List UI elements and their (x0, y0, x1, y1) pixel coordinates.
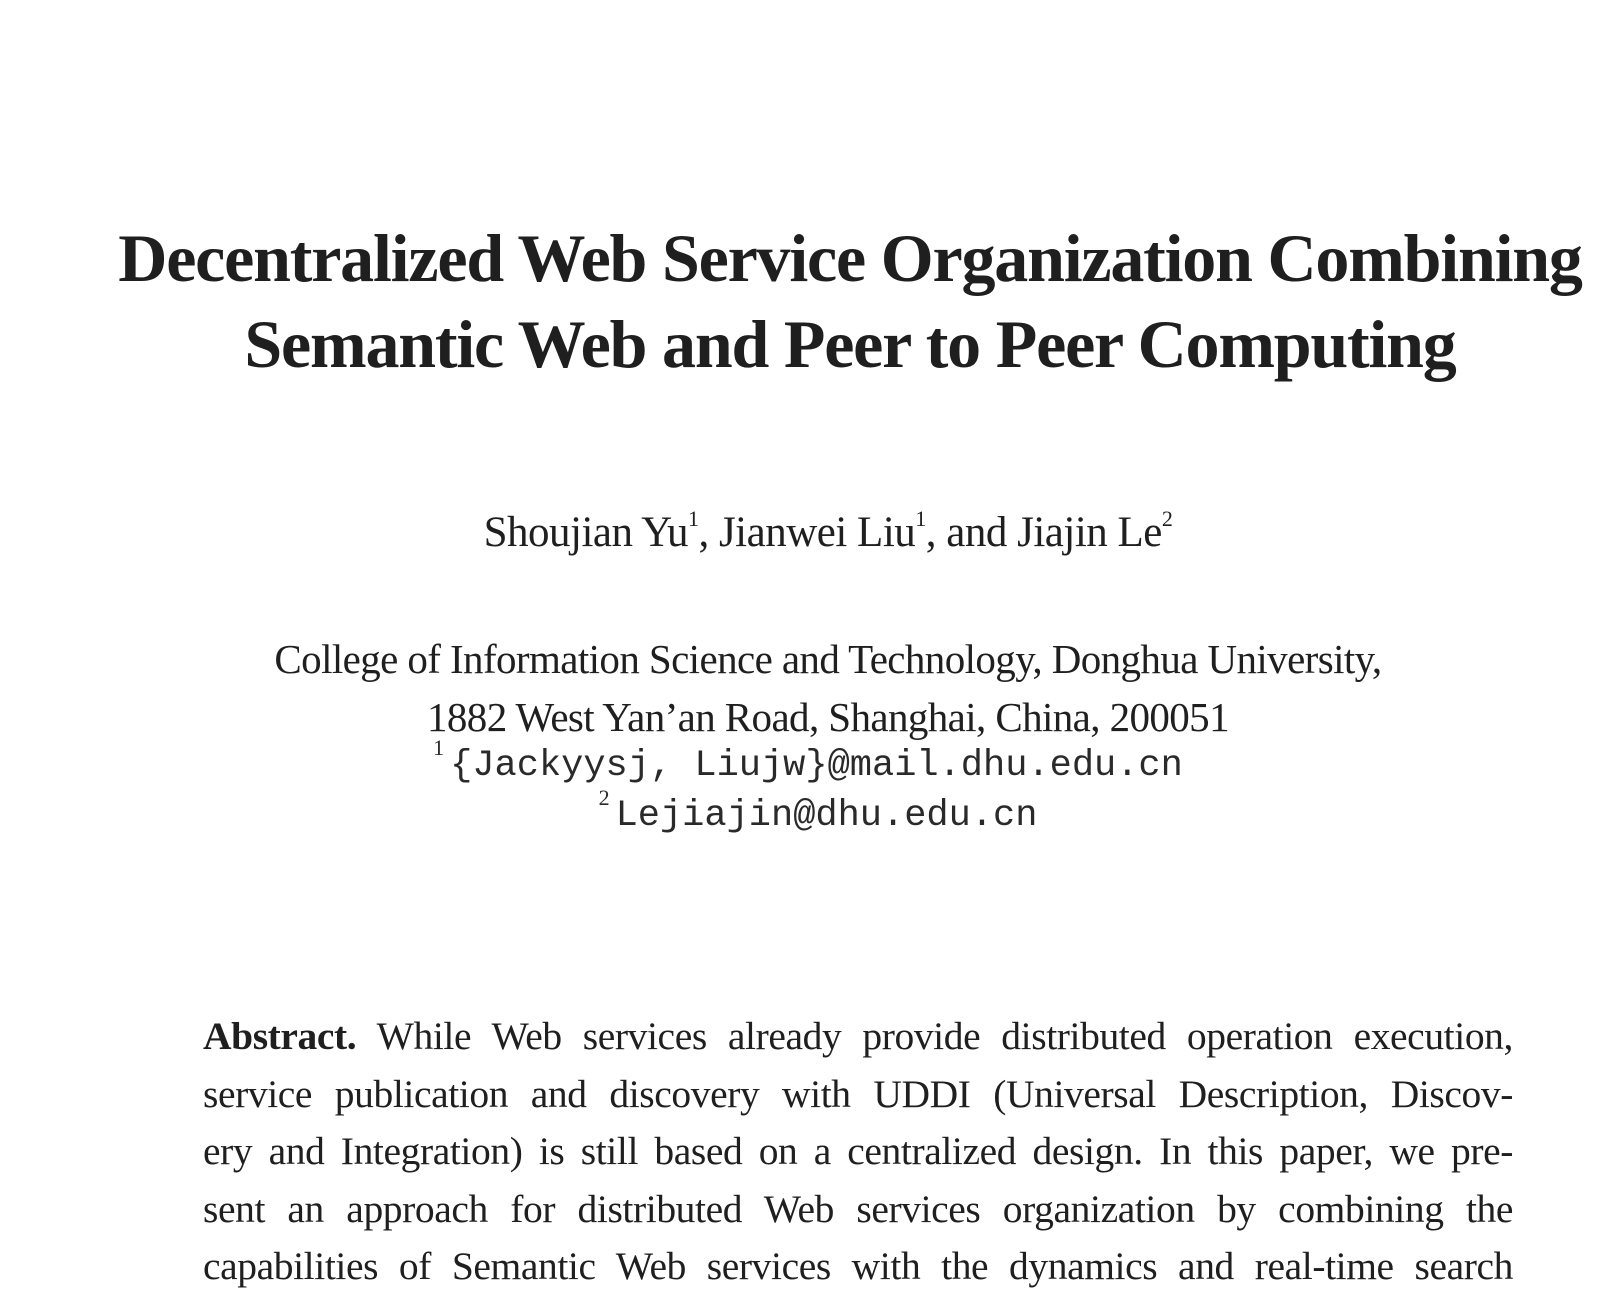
author-list (0, 505, 1616, 561)
affiliation-line-1: College of Information Science and Technology, Donghua University, (274, 636, 1382, 682)
paper-title (80, 215, 1616, 387)
email-affiliation-mark: 2 (598, 785, 610, 810)
email-line-1 (0, 735, 1616, 789)
author-affiliation-mark: 2 (1161, 506, 1173, 531)
author-name: Jiajin Le (1017, 509, 1162, 556)
abstract-text: While Web services already provide distributed operation execution, (356, 1014, 1513, 1058)
email-line-2 (0, 785, 1616, 839)
author-separator: , (698, 509, 719, 556)
abstract-line (203, 1008, 1513, 1066)
email-address: Lejiajin@dhu.edu.cn (615, 795, 1038, 837)
author-name: Jianwei Liu (718, 509, 916, 556)
abstract-line: service publication and discovery with UDDI (Universal Description, Discov- (203, 1071, 1513, 1116)
email-address: {Jackyysj, Liujw}@mail.dhu.edu.cn (450, 745, 1183, 787)
author-affiliation-mark: 1 (687, 506, 699, 531)
title-line-2: Semantic Web and Peer to Peer Computing (244, 306, 1456, 382)
affiliation (0, 630, 1616, 746)
email-affiliation-mark: 1 (433, 735, 445, 760)
author-separator: , and (925, 509, 1018, 556)
title-line-1: Decentralized Web Service Organization Combining (118, 220, 1582, 296)
author-affiliation-mark: 1 (915, 506, 926, 531)
affiliation-line-2: 1882 West Yan’an Road, Shanghai, China, 200051 (427, 694, 1229, 740)
abstract (203, 1008, 1513, 1295)
abstract-label: Abstract. (203, 1014, 357, 1058)
abstract-line: ery and Integration) is still based on a centralized design. In this paper, we pre- (203, 1129, 1513, 1173)
abstract-line: capabilities of Semantic Web services with the dynamics and real-time search (203, 1244, 1513, 1288)
author-name: Shoujian Yu (483, 509, 688, 556)
abstract-line: sent an approach for distributed Web services organization by combining the (203, 1186, 1513, 1231)
